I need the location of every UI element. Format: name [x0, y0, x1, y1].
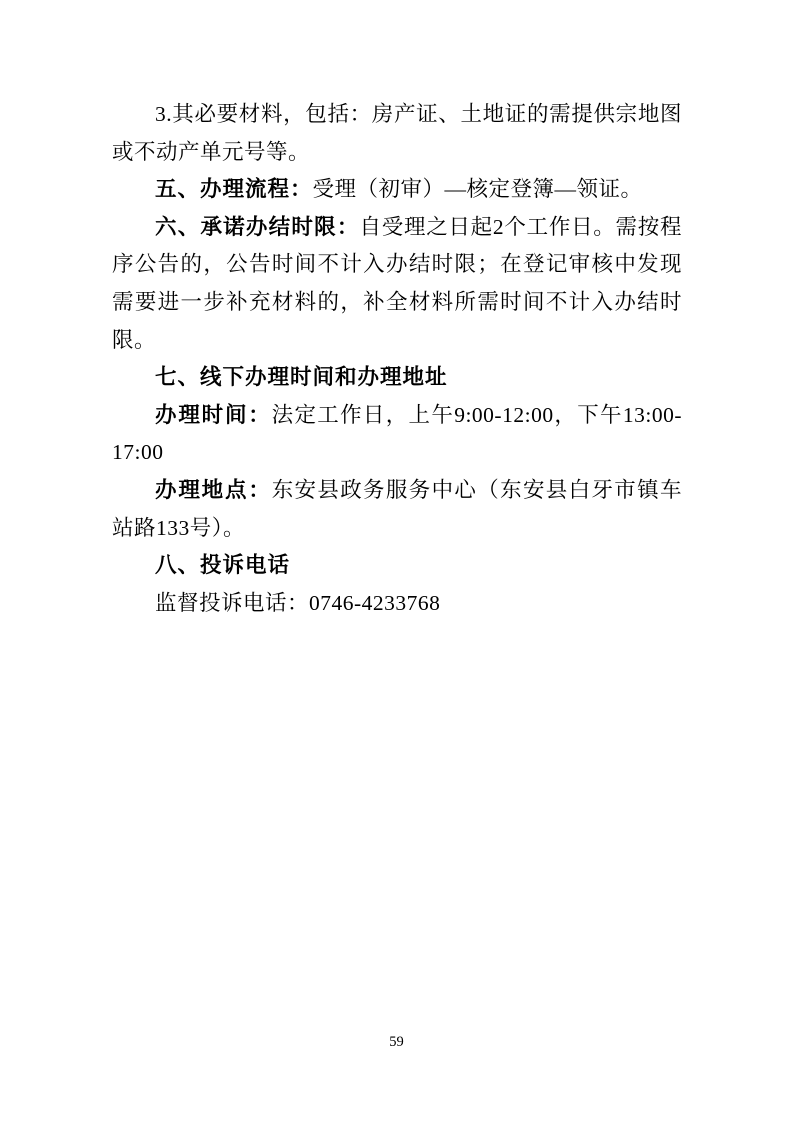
document-body	[112, 96, 682, 622]
section-heading-label: 七、线下办理时间和办理地址	[155, 365, 448, 390]
field-label: 办理时间：	[155, 402, 272, 427]
section-5-process	[112, 171, 682, 209]
field-label: 办理地点：	[155, 477, 272, 502]
section-heading-label: 六、承诺办结时限：	[155, 214, 360, 239]
paragraph-text: 东安县政务服务中心（东安县白牙市镇车站路133号）。	[112, 477, 682, 540]
office-address-paragraph	[112, 472, 682, 547]
section-heading-label: 八、投诉电话	[155, 553, 291, 578]
paragraph-text: 监督投诉电话：0746-4233768	[155, 590, 441, 615]
page-number: 59	[389, 1034, 404, 1050]
paragraph-text: 受理（初审）—核定登簿—领证。	[312, 177, 643, 202]
paragraph-text: 自受理之日起2个工作日。需按程序公告的，公告时间不计入办结时限；在登记审核中发现需要进一步补充材料的，补全材料所需时间不计入办结时限。	[112, 214, 682, 352]
section-heading-label: 五、办理流程：	[155, 177, 313, 202]
paragraph-text: 法定工作日，上午9:00-12:00，下午13:00-17:00	[112, 402, 682, 465]
section-7-offline-heading	[112, 359, 682, 397]
office-hours-paragraph	[112, 397, 682, 472]
section-6-time-limit	[112, 209, 682, 359]
materials-note-paragraph	[112, 96, 682, 171]
paragraph-text: 3.其必要材料，包括：房产证、土地证的需提供宗地图或不动产单元号等。	[112, 102, 682, 164]
complaint-phone-paragraph	[112, 585, 682, 623]
section-8-complaint-heading	[112, 547, 682, 585]
